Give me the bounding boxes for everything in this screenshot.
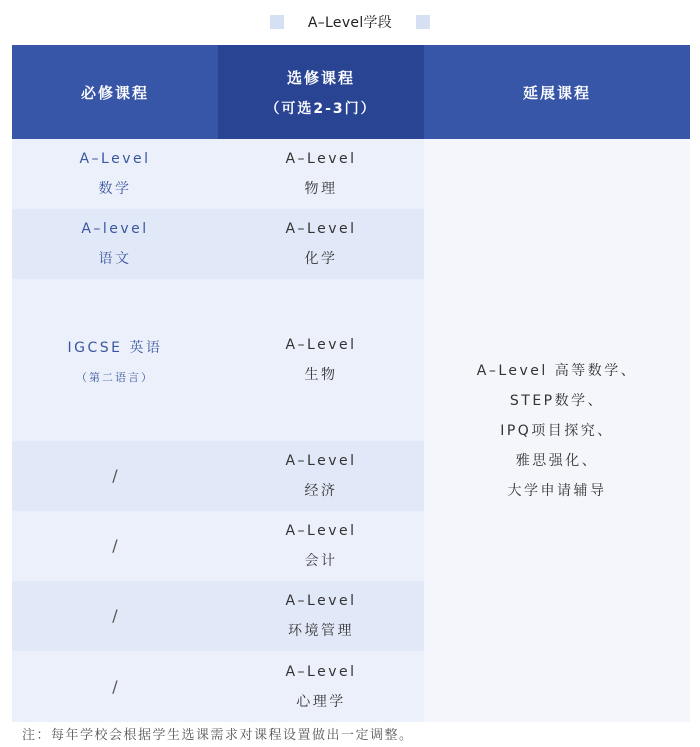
table-row (12, 441, 424, 511)
elective-line: 生物 (304, 367, 338, 383)
elective-line: A–Level (285, 151, 357, 167)
elective-cell (218, 139, 424, 209)
required-note: （第二语言） (76, 371, 154, 384)
elective-line: A–Level (285, 523, 357, 539)
header-extension-label: 延展课程 (522, 83, 591, 102)
extension-line: A–Level 高等数学、 (476, 362, 638, 379)
footnote: 注：每年学校会根据学生选课需求对课程设置做出一定调整。 (22, 728, 414, 743)
header-elective-label: 选修课程 (286, 68, 355, 87)
title-left-square (270, 15, 284, 29)
header-extension (424, 45, 690, 139)
required-cell (12, 209, 218, 279)
title-right-square (416, 15, 430, 29)
elective-cell (218, 651, 424, 722)
required-cell (12, 139, 218, 209)
section-title-bar (0, 8, 700, 36)
required-line: A–Level (79, 151, 151, 167)
required-line: 语文 (98, 251, 132, 267)
extension-cell (424, 139, 690, 722)
empty-slash: / (112, 676, 118, 696)
required-line: IGCSE 英语 (67, 340, 163, 356)
table-row (12, 511, 424, 581)
empty-slash: / (112, 606, 118, 625)
elective-line: 经济 (304, 483, 338, 499)
required-line: A–level (81, 221, 149, 237)
table-row (12, 279, 424, 441)
table-row (12, 209, 424, 279)
elective-line: 心理学 (296, 693, 346, 710)
header-required (12, 45, 218, 139)
elective-cell (218, 581, 424, 651)
header-elective-note: （可选2-3门） (265, 100, 377, 117)
elective-line: A–Level (285, 221, 357, 237)
elective-line: A–Level (285, 453, 357, 469)
required-cell (12, 441, 218, 511)
required-cell (12, 651, 218, 722)
extension-line: 大学申请辅导 (507, 482, 607, 499)
required-line: 数学 (98, 181, 132, 197)
extension-line: STEP数学、 (509, 392, 605, 409)
empty-slash: / (112, 466, 118, 485)
required-cell (12, 511, 218, 581)
empty-slash: / (112, 536, 118, 555)
elective-line: A–Level (285, 663, 357, 680)
extension-line: IPQ项目探究、 (500, 422, 614, 439)
header-required-label: 必修课程 (80, 83, 149, 102)
table-row (12, 651, 424, 722)
elective-cell (218, 511, 424, 581)
elective-cell (218, 441, 424, 511)
elective-line: 化学 (304, 251, 338, 267)
elective-cell (218, 209, 424, 279)
required-cell (12, 581, 218, 651)
required-cell (12, 279, 218, 441)
elective-line: A–Level (285, 337, 357, 353)
table-row (12, 139, 424, 209)
header-elective (218, 45, 424, 139)
elective-line: A–Level (285, 593, 357, 609)
elective-line: 环境管理 (288, 623, 354, 639)
elective-cell (218, 279, 424, 441)
elective-line: 物理 (304, 181, 338, 197)
extension-line: 雅思强化、 (515, 452, 599, 469)
table-row (12, 581, 424, 651)
section-title: A–Level学段 (307, 15, 393, 31)
elective-line: 会计 (304, 553, 338, 569)
